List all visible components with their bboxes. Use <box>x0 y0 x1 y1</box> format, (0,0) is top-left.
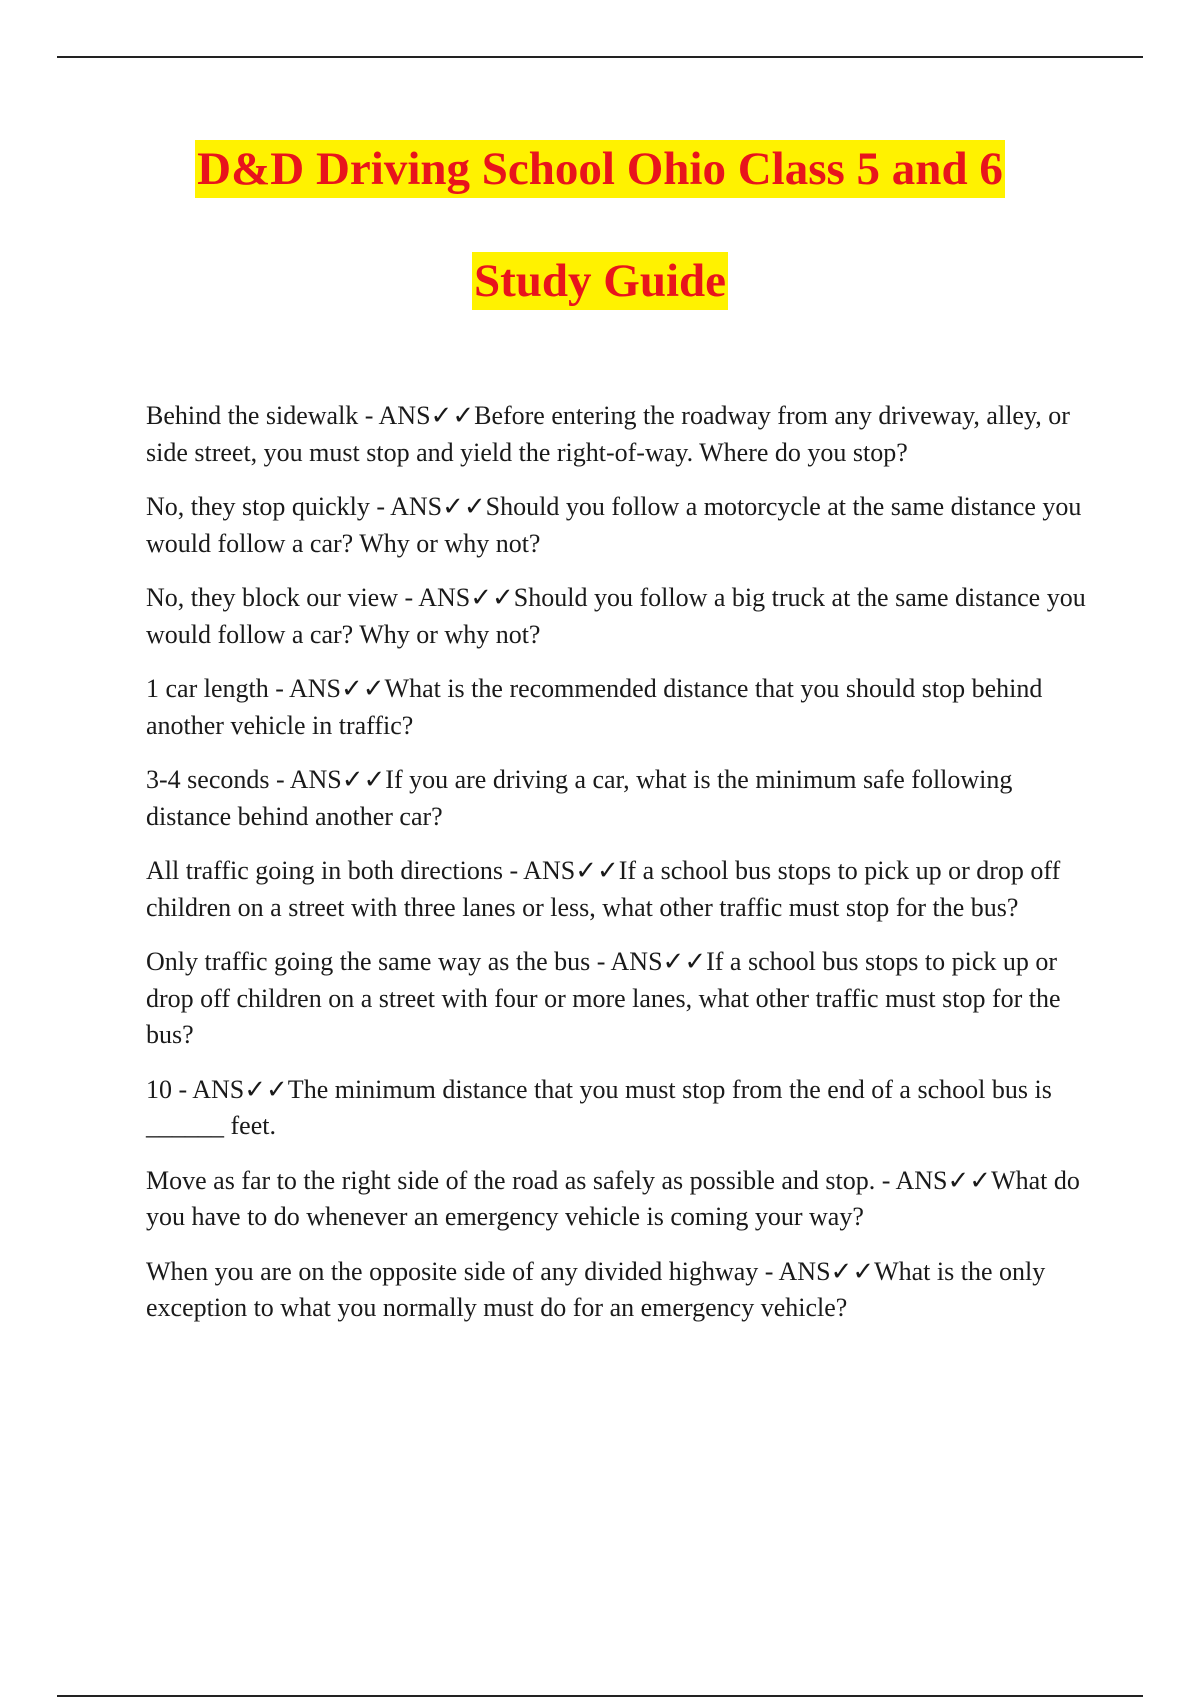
title-line-1 <box>0 140 1200 252</box>
qa-item: No, they block our view - ANS✓✓Should you follow a big truck at the same distance you would follow a car? Why or why not? <box>146 583 1086 649</box>
title-text-1: D&D Driving School Ohio Class 5 and 6 <box>195 140 1005 198</box>
qa-list <box>146 398 1086 1345</box>
title-line-2 <box>0 252 1200 364</box>
qa-item: Move as far to the right side of the road as safely as possible and stop. - ANS✓✓What do you have to do whenever an emergency vehicle is coming your way? <box>146 1165 1080 1231</box>
qa-item: Only traffic going the same way as the bus - ANS✓✓If a school bus stops to pick up or drop off children on a street with four or more lanes, what other traffic must stop for the bus? <box>146 947 1061 1049</box>
qa-item: 3-4 seconds - ANS✓✓If you are driving a car, what is the minimum safe following distance behind another car? <box>146 765 1013 831</box>
qa-item: 1 car length - ANS✓✓What is the recommended distance that you should stop behind another vehicle in traffic? <box>146 674 1043 740</box>
bottom-rule <box>57 1695 1143 1697</box>
top-rule <box>57 56 1143 58</box>
qa-item: All traffic going in both directions - ANS✓✓If a school bus stops to pick up or drop off children on a street with three lanes or less, what other traffic must stop for the bus? <box>146 856 1061 922</box>
qa-item: No, they stop quickly - ANS✓✓Should you follow a motorcycle at the same distance you would follow a car? Why or why not? <box>146 492 1082 558</box>
qa-item: 10 - ANS✓✓The minimum distance that you must stop from the end of a school bus is ______ feet. <box>146 1074 1052 1140</box>
qa-item: When you are on the opposite side of any divided highway - ANS✓✓What is the only exception to what you normally must do for an emergency vehicle? <box>146 1256 1046 1322</box>
title-text-2: Study Guide <box>472 252 728 310</box>
document-title <box>0 140 1200 364</box>
qa-item: Behind the sidewalk - ANS✓✓Before entering the roadway from any driveway, alley, or side street, you must stop and yield the right-of-way. Where do you stop? <box>146 401 1070 467</box>
